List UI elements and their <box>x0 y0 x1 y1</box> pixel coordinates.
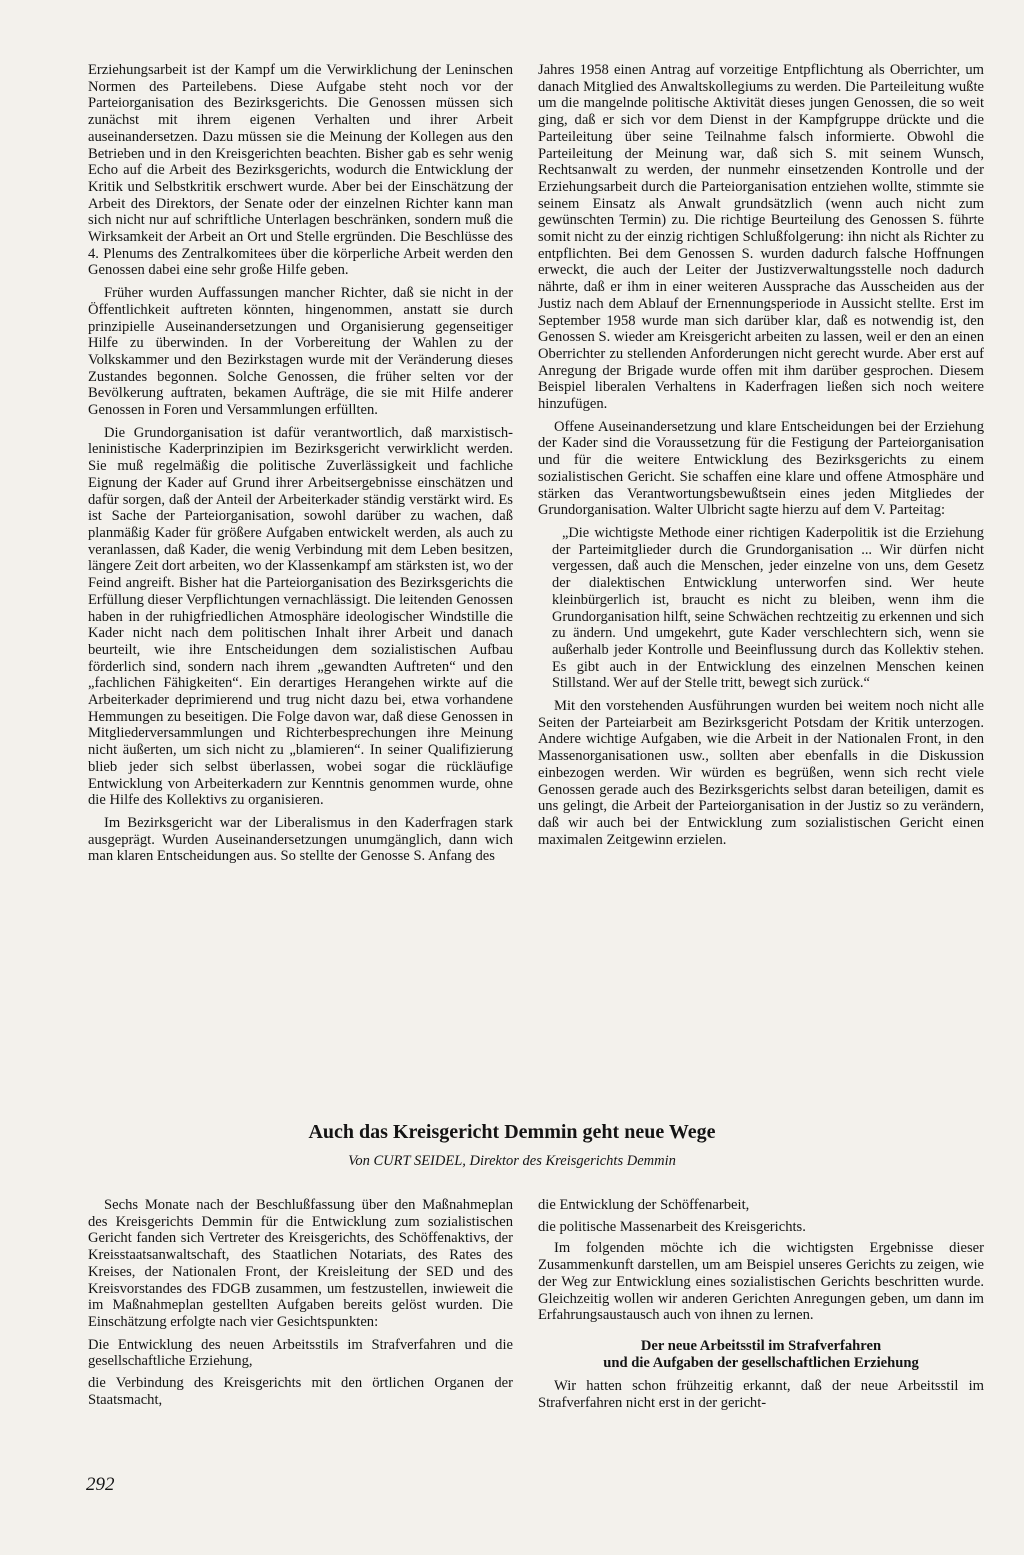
page-number: 292 <box>86 1474 115 1495</box>
paragraph: Jahres 1958 einen Antrag auf vorzeitige Entpflichtung als Oberrichter, um danach Mitglied des Anwaltskollegiums zu werden. Die Parteileitung wußte um die mangelnde politische Aktivität dieses jungen Genossen, die so weit ging, daß er sich vor dem Dienst in der Kampfgruppe drückte und die Parteileitung über seine Teilnahme falsch informierte. Obwohl die Parteileitung der Meinung war, daß sich S. mit seinem Wunsch, Rechtsanwalt zu werden, der nunmehr einsetzenden Kontrolle und der Erziehungsarbeit durch die Parteiorganisation entziehen wollte, stimmte sie seinem Einsatz als Anwalt grundsätzlich (wenn auch nicht zum gewünschten Termin) zu. Die richtige Beurteilung des Genossen S. führte somit nicht zu der einzig richtigen Schlußfolgerung: ihn nicht als Richter zu entpflichten. Bei dem Genossen S. wurden dadurch falsche Hoffnungen erweckt, die auch der Leiter der Justizverwaltungsstelle noch dadurch nährte, daß er ihm in einer weiteren Aussprache das Ausscheiden aus der Justiz nach dem Ablauf der Ernennungsperiode in Aussicht stellte. Erst im September 1958 wurde man sich darüber klar, daß es notwendig ist, den Genossen S. wieder am Kreisgericht arbeiten zu lassen, weil er den an einen Oberrichter zu stellenden Anforderungen nicht gerecht wurde. Aber erst auf Anregung der Brigade wurde offen mit ihm darüber gesprochen. Diesem Beispiel liberalen Verhaltens in Kaderfragen ließen sich noch weitere hinzufügen. <box>538 62 984 413</box>
list-item: die Verbindung des Kreisgerichts mit den örtlichen Organen der Staatsmacht, <box>88 1375 513 1408</box>
top-left-column <box>88 62 513 871</box>
paragraph: Im Bezirksgericht war der Liberalismus in den Kaderfragen stark ausgeprägt. Wurden Auseinandersetzungen unumgänglich, dann wich man klaren Entscheidungen aus. So stellte der Genosse S. Anfang des <box>88 814 513 865</box>
quotation: „Die wichtigste Methode einer richtigen Kaderpolitik ist die Erziehung der Parteimitglieder durch die Grundorganisation ... Wir dürfen nicht vergessen, daß auch die Menschen, jeder einzelne von uns, dem Gesetz der dialektischen Entwicklung unterworfen sind. Wer heute kleinbürgerlich ist, braucht es nicht zu bleiben, wenn ihm die Grundorganisation hilft, seine Schwächen rechtzeitig zu erkennen und sich zu ändern. Und umgekehrt, gute Kader verschlechtern sich, wenn sie außerhalb jeder Kontrolle und Beeinflussung durch das Kollektiv stehen. Es gibt auch in der Entwicklung des einzelnen Menschen keinen Stillstand. Wer auf der Stelle tritt, bewegt sich zurück.“ <box>552 524 984 692</box>
list-item: die Entwicklung der Schöffenarbeit, <box>538 1197 750 1213</box>
bottom-right-column <box>538 1197 984 1417</box>
article-byline: Von CURT SEIDEL, Direktor des Kreisgerichts Demmin <box>348 1153 676 1169</box>
paragraph: Wir hatten schon frühzeitig erkannt, daß der neue Arbeitsstil im Strafverfahren nicht erst in der gericht- <box>538 1377 984 1411</box>
paragraph: Früher wurden Auffassungen mancher Richter, daß sie nicht in der Öffentlichkeit auftreten könnten, hingenommen, anstatt sie durch prinzipielle Auseinandersetzungen und Organisierung gegenseitiger Hilfe zu überwinden. In der Vorbereitung der Wahlen zu der Volkskammer und den Bezirkstagen wurde mit der Veränderung dieses Zustandes begonnen. Solche Genossen, die früher selten vor der Bevölkerung auftraten, bekamen Aufträge, die sie mit Hilfe anderer Genossen in Foren und Versammlungen erfüllten. <box>88 285 513 419</box>
paragraph: Erziehungsarbeit ist der Kampf um die Verwirklichung der Leninschen Normen des Parteilebens. Diese Aufgabe steht noch vor der Parteiorganisation des Bezirksgerichts. Die Genossen müssen sich zunächst mit ihrem eigenen Verhalten und ihrer Arbeit auseinandersetzen. Dazu müssen sie die Meinung der Kollegen aus den Betrieben und in den Kreisgerichten beachten. Bisher gab es sehr wenig Echo auf die Arbeit des Bezirksgerichts, wodurch die Entwicklung der Kritik und Selbstkritik erschwert wurde. Aber bei der Einschätzung der Arbeit des Direktors, der Senate oder der einzelnen Richter kann man sich nicht nur auf schriftliche Unterlagen beschränken, sondern muß die Wirksamkeit der Arbeit an Ort und Stelle ergründen. Die Beschlüsse des 4. Plenums des Zentralkomitees über die körperliche Arbeit werden den Genossen dabei eine sehr große Hilfe geben. <box>88 62 513 279</box>
list-item: die politische Massenarbeit des Kreisgerichts. <box>538 1218 806 1235</box>
top-right-column <box>538 62 984 854</box>
section-subheading <box>538 1338 984 1372</box>
bottom-left-column <box>88 1197 513 1413</box>
paragraph: Offene Auseinandersetzung und klare Entscheidungen bei der Erziehung der Kader sind die Voraussetzung für die Festigung der Parteiorganisation und für die weitere Entwicklung des Bezirksgerichts zu einem sozialistischen Gericht. Sie schaffen eine klare und offene Atmosphäre und stärken das Verantwortungsbewußtsein eines jeden Mitgliedes der Grundorganisation. Walter Ulbricht sagte hierzu auf dem V. Parteitag: <box>538 418 984 519</box>
subheading-line: Der neue Arbeitsstil im Strafverfahren <box>640 1337 882 1354</box>
paragraph: Die Grundorganisation ist dafür verantwortlich, daß marxistisch-leninistische Kaderprinzipien im Bezirksgericht verwirklicht werden. Sie muß regelmäßig die politische Zuverlässigkeit und fachliche Eignung der Kader auf Grund ihrer Arbeitsergebnisse einschätzen und dafür sorgen, daß der Anteil der Arbeiterkader ständig verstärkt wird. Es ist Sache der Parteiorganisation, sowohl darüber zu wachen, daß planmäßig Kader für größere Aufgaben entwickelt werden, als auch zu veranlassen, daß Kader, die wenig Verbindung mit dem Leben besitzen, längere Zeit dort arbeiten, wo der Klassenkampf am stärksten ist, wo der Feind angreift. Bisher hat die Parteiorganisation des Bezirksgerichts die Erfüllung dieser Verpflichtungen vernachlässigt. Die leitenden Genossen haben in der ruhigfriedlichen Atmosphäre ideologischer Windstille die Kader nicht nach dem politischen Inhalt ihrer Arbeit und danach beurteilt, wie ihre Entscheidungen dem sozialistischen Aufbau förderlich sind, sondern nach ihrem „gewandten Auftreten“ und den „fachlichen Fähigkeiten“. Ein derartiges Herangehen wirkte auf die Arbeiterkader deprimierend und trug nicht dazu bei, etwa vorhandene Hemmungen zu beseitigen. Die Folge davon war, daß diese Genossen in Mitgliederversammlungen und Richterbesprechungen ihre Meinung nicht äußerten, um sich nicht zu „blamieren“. In seiner Qualifizierung blieb jeder sich selbst überlassen, wobei sogar die rückläufige Entwicklung von Arbeiterkadern zur Kenntnis genommen wurde, ohne die Hilfe des Kollektivs zu organisieren. <box>88 424 513 809</box>
subheading-line: und die Aufgaben der gesellschaftlichen Erziehung <box>603 1354 919 1371</box>
list-item: Die Entwicklung des neuen Arbeitsstils im Strafverfahren und die gesellschaftliche Erziehung, <box>88 1336 513 1370</box>
paragraph: Sechs Monate nach der Beschlußfassung über den Maßnahmeplan des Kreisgerichts Demmin für die Entwicklung zum sozialistischen Gericht fanden sich Vertreter des Kreisgerichts, des Schöffenaktivs, der Kreisstaatsanwaltschaft, des Staatlichen Notariats, des Rates des Kreises, der Nationalen Front, der Kreisleitung der SED und des Kreisvorstandes des FDGB zusammen, um festzustellen, inwieweit die im Maßnahmeplan gestellten Aufgaben bereits gelöst wurden. Die Einschätzung erfolgte nach vier Gesichtspunkten: <box>88 1197 513 1330</box>
paragraph: Mit den vorstehenden Ausführungen wurden bei weitem noch nicht alle Seiten der Parteiarbeit am Bezirksgericht Potsdam der Kritik unterzogen. Andere wichtige Aufgaben, wie die Arbeit in der Nationalen Front, in den Massenorganisationen usw., sollten aber ebenfalls in die Diskussion einbezogen werden. Wir würden es begrüßen, wenn sich recht viele Genossen gerade auch des Bezirksgerichts selbst daran beteiligen, damit es uns gelingt, die Arbeit der Parteiorganisation in der Justiz so zu verändern, daß wir auch bei der Entwicklung zum sozialistischen Gericht einen maximalen Zeitgewinn erzielen. <box>538 698 984 848</box>
article-title: Auch das Kreisgericht Demmin geht neue Wege <box>308 1121 716 1143</box>
paragraph: Im folgenden möchte ich die wichtigsten Ergebnisse dieser Zusammenkunft darstellen, um am Beispiel unseres Gerichts zu zeigen, wie der Weg zur Entwicklung eines sozialistischen Gerichts beschritten wurde. Gleichzeitig wollen wir anderen Gerichten Anregungen geben, um dann im Erfahrungsaustausch auch von ihnen zu lernen. <box>538 1240 984 1324</box>
